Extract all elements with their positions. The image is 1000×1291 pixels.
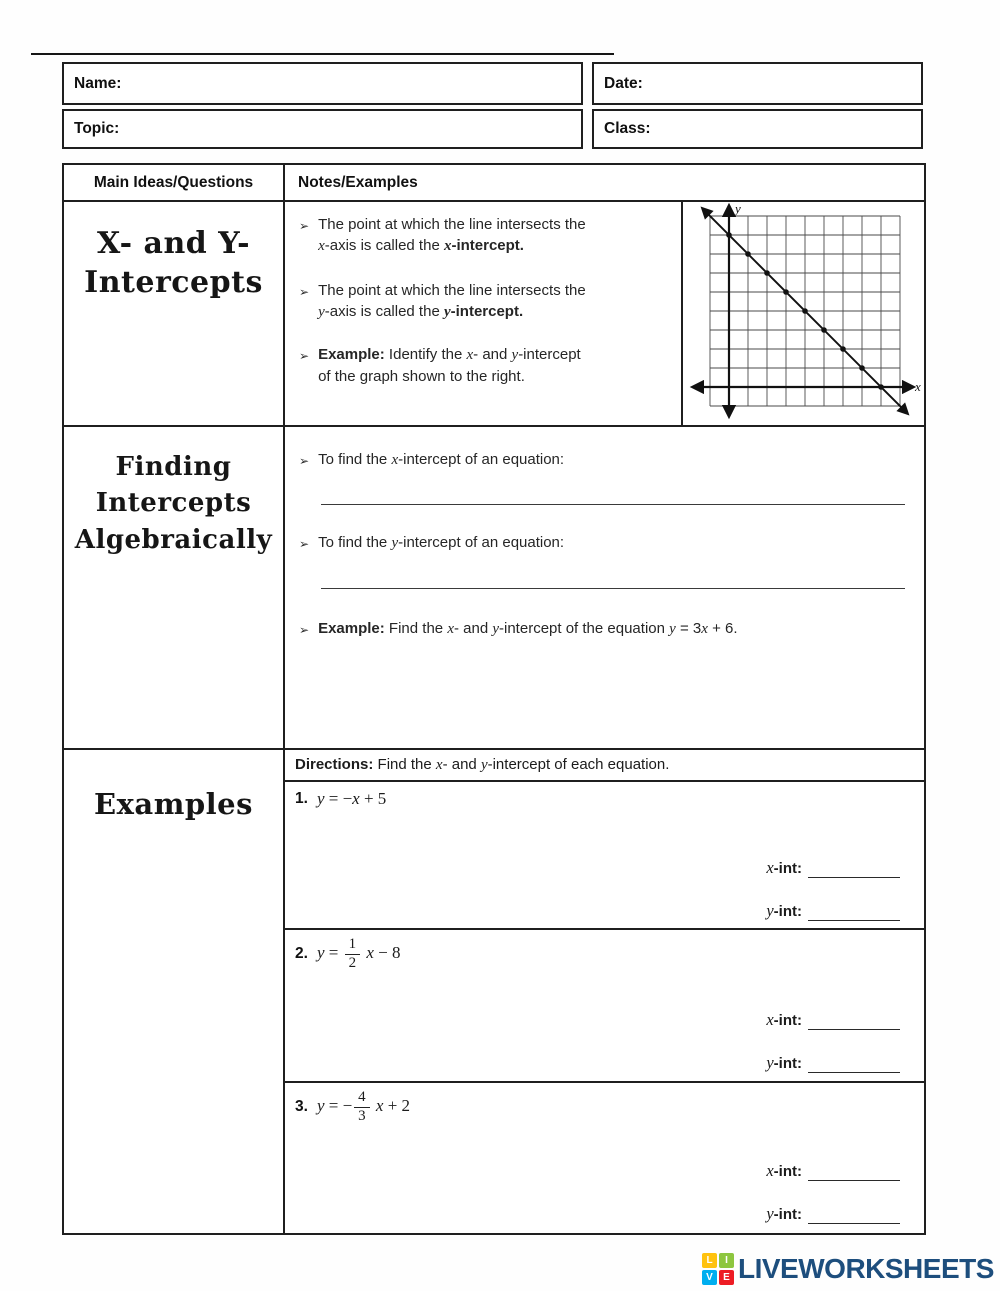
examples-title-cell (64, 750, 285, 1233)
table-header-row (64, 165, 924, 202)
directions-text: Directions: Find the x- and y-intercept of each equation. (295, 756, 670, 773)
header-notes-examples: Notes/Examples (298, 173, 418, 191)
bullet-arrow-icon: ➢ (299, 349, 310, 363)
x-int-label: x-int: (766, 1161, 802, 1180)
date-field-box[interactable] (592, 62, 923, 105)
bullet-arrow-icon: ➢ (299, 623, 310, 637)
x-int-blank[interactable] (808, 1016, 900, 1030)
x-int-row (766, 1010, 900, 1030)
bullet-arrow-icon: ➢ (299, 537, 310, 551)
bullet-text: The point at which the line intersects the x-axis is called the x-intercept. (318, 216, 586, 254)
problem-equation: y = − $\frac{4}{3}$ x + 2 (316, 1089, 411, 1124)
worksheet-table (62, 163, 926, 1235)
problem-3-head (295, 1090, 410, 1125)
liveworksheets-logo-icon (702, 1253, 734, 1285)
finding-notes-cell (285, 427, 924, 748)
y-int-blank[interactable] (808, 1059, 900, 1073)
y-int-label: y-int: (766, 1204, 802, 1223)
section3-title: Examples (94, 787, 253, 821)
topic-field-box[interactable] (62, 109, 583, 149)
notes-bullet-x-intercept (299, 214, 671, 257)
section1-title: X- and Y- Intercepts (84, 226, 263, 300)
bullet-text: Example: Identify the x- and y-intercept of the graph shown to the right. (318, 346, 581, 385)
y-int-row (766, 1204, 900, 1224)
bullet-arrow-icon: ➢ (299, 285, 310, 299)
problem-1-head (295, 789, 386, 809)
x-int-blank[interactable] (808, 1167, 900, 1181)
examples-work-cell (285, 750, 924, 1233)
bullet-text: To find the x-intercept of an equation: (318, 451, 565, 468)
problem-3-answers (766, 1161, 900, 1247)
row-intercepts (64, 202, 924, 427)
problem-equation: y = $\frac{1}{2}$ x − 8 (316, 936, 401, 971)
x-int-blank[interactable] (808, 864, 900, 878)
find-x-intercept-bullet (299, 449, 899, 472)
row-examples (64, 750, 924, 1233)
coordinate-graph-cell (681, 202, 924, 425)
x-int-label: x-int: (766, 1010, 802, 1029)
logo-square-v: V (702, 1270, 717, 1285)
problem-number: 2. (295, 945, 308, 963)
bullet-arrow-icon: ➢ (299, 454, 310, 468)
y-int-row (766, 901, 900, 921)
answer-line-y-intercept[interactable] (321, 588, 905, 589)
svg-text:y: y (734, 202, 741, 216)
intercepts-notes-cell (285, 202, 924, 425)
notes-bullet-y-intercept (299, 280, 671, 323)
topic-label: Topic: (74, 120, 120, 137)
logo-square-e: E (719, 1270, 734, 1285)
notes-bullet-example (299, 344, 671, 387)
algebra-example-bullet (299, 618, 909, 641)
problem-1 (285, 782, 924, 930)
bullet-arrow-icon: ➢ (299, 219, 310, 233)
problem-number: 1. (295, 790, 308, 807)
intercepts-title-cell (64, 202, 285, 425)
name-field-box[interactable] (62, 62, 583, 105)
y-int-blank[interactable] (808, 907, 900, 921)
y-int-label: y-int: (766, 1053, 802, 1072)
bullet-text: To find the y-intercept of an equation: (318, 534, 565, 551)
y-int-row (766, 1053, 900, 1073)
problem-2 (285, 930, 924, 1083)
logo-square-i: I (719, 1253, 734, 1268)
x-int-row (766, 1161, 900, 1181)
liveworksheets-logo-text: LIVEWORKSHEETS (738, 1253, 994, 1284)
problem-number: 3. (295, 1098, 308, 1116)
x-int-label: x-int: (766, 858, 802, 877)
problem-equation: y = −x + 5 (316, 789, 387, 808)
class-label: Class: (604, 120, 651, 137)
y-int-blank[interactable] (808, 1210, 900, 1224)
class-field-box[interactable] (592, 109, 923, 149)
header-main-ideas: Main Ideas/Questions (64, 165, 285, 200)
date-label: Date: (604, 74, 643, 92)
finding-title-cell (64, 427, 285, 748)
coordinate-grid-graph (684, 202, 924, 428)
problem-3 (285, 1083, 924, 1233)
bullet-text: Example: Find the x- and y-intercept of the equation y = 3x + 6. (318, 620, 738, 637)
section2-title: Finding Intercepts Algebraically (74, 452, 273, 555)
name-label: Name: (74, 74, 122, 92)
x-int-row (766, 858, 900, 878)
problem-2-head (295, 937, 400, 972)
logo-square-l: L (702, 1253, 717, 1268)
y-int-label: y-int: (766, 901, 802, 920)
liveworksheets-logo (702, 1253, 994, 1285)
bullet-text: The point at which the line intersects the y-axis is called the y-intercept. (318, 282, 586, 320)
directions-strip (285, 750, 924, 782)
row-finding-intercepts (64, 427, 924, 750)
answer-line-x-intercept[interactable] (321, 504, 905, 505)
find-y-intercept-bullet (299, 532, 899, 555)
scan-artifact-line (31, 53, 614, 55)
svg-text:x: x (914, 379, 921, 394)
